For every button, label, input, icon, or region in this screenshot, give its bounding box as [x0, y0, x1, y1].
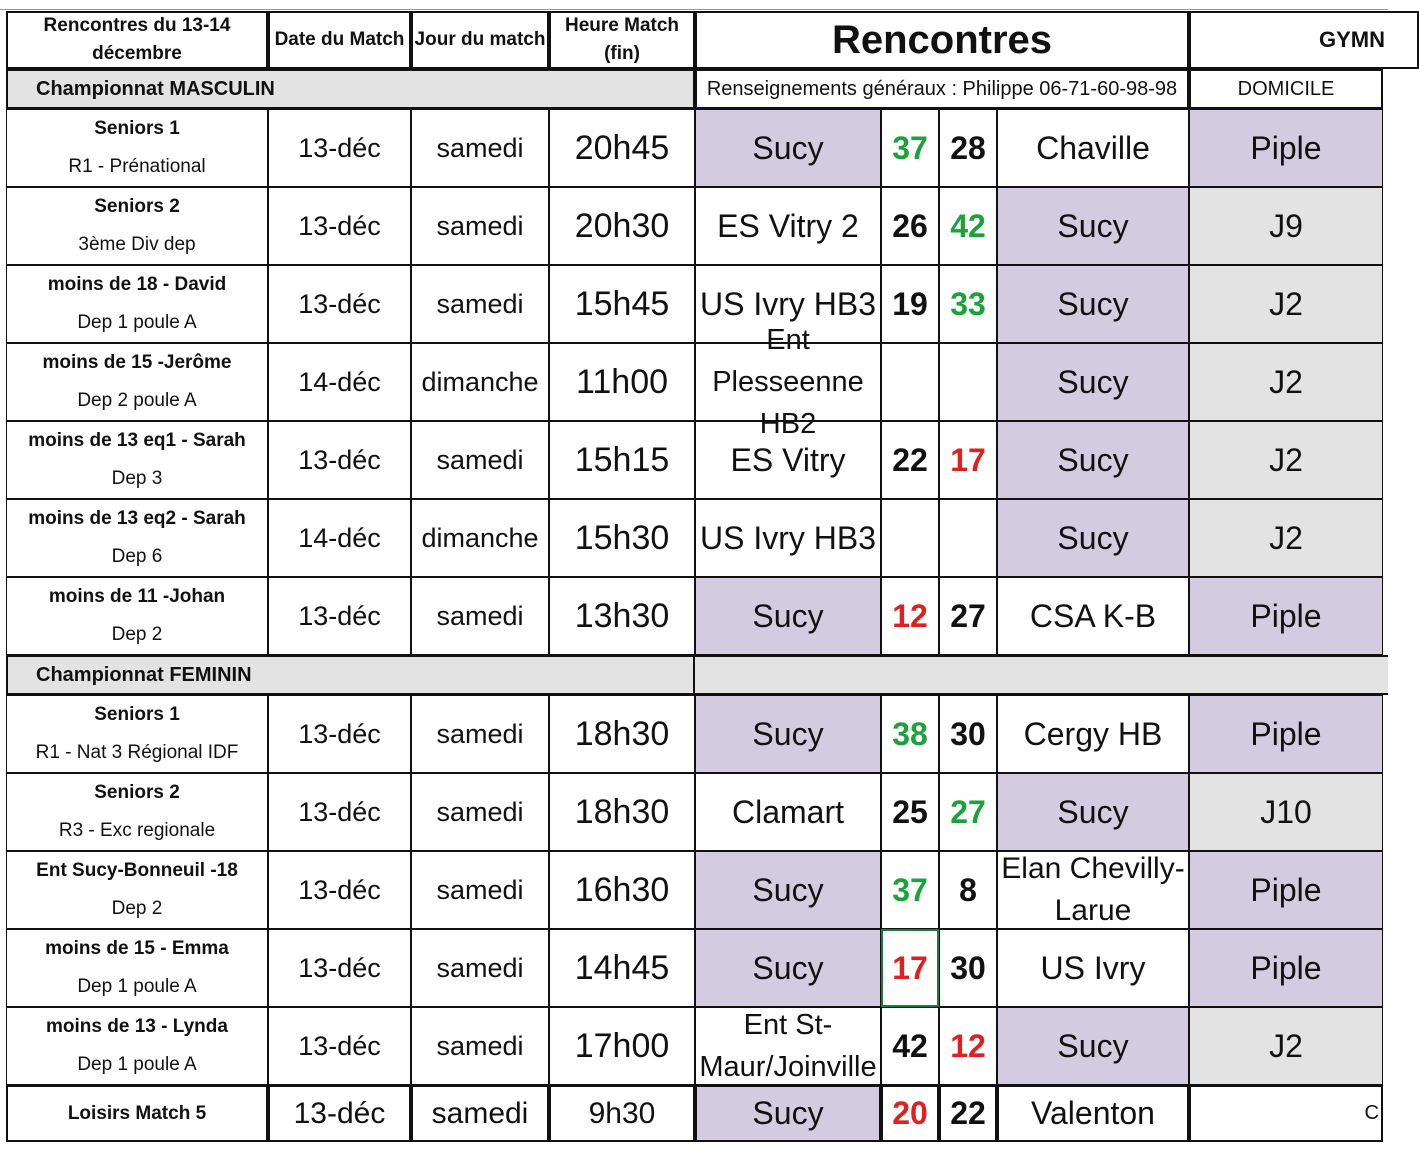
home-team-cell-text: Ent Plesseenne HB2: [712, 324, 864, 440]
date-cell[interactable]: [268, 929, 411, 1007]
home-team-cell-text: Sucy: [752, 950, 824, 986]
date-cell[interactable]: [268, 577, 411, 655]
away-team-cell[interactable]: [997, 773, 1189, 851]
loisirs-away-score-cell-text: 22: [950, 1095, 986, 1131]
home-score-cell[interactable]: [881, 343, 939, 421]
date-cell[interactable]: [268, 343, 411, 421]
home-score-cell-text: 19: [892, 285, 928, 322]
date-cell-text: 14-déc: [298, 522, 381, 553]
loisirs-home-score-cell[interactable]: [881, 1085, 939, 1142]
time-cell-text: 14h45: [574, 948, 670, 987]
home-score-cell-text: 42: [892, 1027, 928, 1064]
gym-cell-text: J10: [1260, 793, 1312, 830]
category-title: Seniors 2: [94, 782, 180, 803]
home-team-cell[interactable]: [695, 324, 881, 440]
day-cell-text: samedi: [436, 952, 524, 983]
header-jour-label: Jour du match: [414, 29, 546, 50]
away-score-cell[interactable]: [939, 1007, 997, 1085]
away-score-cell[interactable]: [939, 343, 997, 421]
away-team-cell[interactable]: [997, 421, 1189, 499]
away-score-cell[interactable]: [939, 929, 997, 1007]
category-title: Seniors 2: [94, 196, 180, 217]
date-cell[interactable]: [268, 265, 411, 343]
gym-cell-text: J2: [1269, 441, 1303, 478]
gym-cell-text: J2: [1269, 285, 1303, 322]
home-score-cell[interactable]: [881, 695, 939, 773]
category-division: Dep 1 poule A: [77, 1054, 197, 1075]
loisirs-time-cell-text: 9h30: [588, 1096, 656, 1130]
time-cell[interactable]: [549, 929, 695, 1007]
date-cell-text: 14-déc: [298, 366, 381, 397]
category-title: moins de 15 - Emma: [45, 938, 229, 959]
home-team-cell-text: ES Vitry 2: [717, 208, 859, 244]
loisirs-day-cell[interactable]: [411, 1085, 549, 1142]
away-score-cell-text: 27: [950, 597, 986, 634]
date-cell[interactable]: [268, 695, 411, 773]
time-cell-text: 20h45: [574, 128, 670, 167]
away-team-cell-text: Chaville: [1036, 130, 1150, 166]
header-heure: [549, 11, 695, 69]
date-cell-text: 13-déc: [298, 1030, 381, 1061]
home-score-cell[interactable]: [881, 929, 939, 1007]
gym-cell[interactable]: [1189, 109, 1383, 187]
date-cell-text: 13-déc: [298, 132, 381, 163]
category-cell[interactable]: [6, 1007, 268, 1085]
away-team-cell-text: Elan Chevilly-Larue: [1001, 852, 1185, 927]
category-cell[interactable]: [6, 577, 268, 655]
day-cell[interactable]: [411, 265, 549, 343]
home-team-cell[interactable]: [695, 1007, 881, 1085]
away-score-cell[interactable]: [939, 109, 997, 187]
loisirs-category-cell[interactable]: [6, 1085, 268, 1142]
day-cell[interactable]: [411, 343, 549, 421]
time-cell-text: 15h15: [574, 440, 670, 479]
away-team-cell-text: Sucy: [1057, 1028, 1129, 1064]
header-gym: [1189, 11, 1419, 69]
date-cell[interactable]: [268, 421, 411, 499]
gym-cell[interactable]: [1189, 929, 1383, 1007]
date-cell[interactable]: [268, 499, 411, 577]
away-team-cell[interactable]: [997, 109, 1189, 187]
away-score-cell-text: 27: [950, 793, 986, 830]
top-gridline: [0, 0, 1388, 10]
category-cell[interactable]: [6, 343, 268, 421]
category-cell[interactable]: [6, 109, 268, 187]
info-contact-text: Renseignements généraux : Philippe 06-71-60-98-98: [706, 77, 1178, 100]
time-cell-text: 15h30: [574, 518, 670, 557]
time-cell[interactable]: [549, 695, 695, 773]
gym-cell[interactable]: [1189, 187, 1383, 265]
day-cell[interactable]: [411, 1007, 549, 1085]
day-cell[interactable]: [411, 109, 549, 187]
away-team-cell-text: Sucy: [1057, 364, 1129, 400]
home-team-cell-text: Clamart: [731, 794, 844, 830]
away-score-cell-text: 12: [950, 1027, 986, 1064]
category-division: R3 - Exc regionale: [58, 820, 216, 841]
category-division: Dep 2: [111, 898, 163, 919]
away-team-cell[interactable]: [997, 265, 1189, 343]
loisirs-category-cell-text: Loisirs Match 5: [67, 1102, 207, 1124]
home-score-cell[interactable]: [881, 499, 939, 577]
date-cell[interactable]: [268, 109, 411, 187]
home-team-cell[interactable]: [695, 851, 881, 929]
gym-cell[interactable]: [1189, 499, 1383, 577]
header-gym-label: GYMN: [1319, 27, 1385, 52]
away-score-cell-text: 28: [950, 129, 986, 166]
loisirs-date-cell[interactable]: [268, 1085, 411, 1142]
category-title: moins de 18 - David: [47, 274, 227, 295]
home-team-cell[interactable]: [695, 187, 881, 265]
day-cell-text: samedi: [436, 132, 524, 163]
date-cell-text: 13-déc: [298, 796, 381, 827]
home-score-cell-text: 37: [892, 129, 928, 166]
section-masculin: [6, 69, 695, 109]
home-team-cell-text: Sucy: [752, 716, 824, 752]
home-score-cell-text: 26: [892, 207, 928, 244]
home-score-cell[interactable]: [881, 577, 939, 655]
away-team-cell-text: Sucy: [1057, 286, 1129, 322]
home-score-cell-text: 37: [892, 871, 928, 908]
day-cell-text: samedi: [436, 718, 524, 749]
date-cell[interactable]: [268, 187, 411, 265]
home-score-cell[interactable]: [881, 1007, 939, 1085]
away-score-cell[interactable]: [939, 421, 997, 499]
gym-cell[interactable]: [1189, 343, 1383, 421]
category-division: Dep 1 poule A: [77, 976, 197, 997]
day-cell[interactable]: [411, 929, 549, 1007]
time-cell[interactable]: [549, 109, 695, 187]
away-team-cell[interactable]: [997, 577, 1189, 655]
category-title: Ent Sucy-Bonneuil -18: [36, 860, 238, 881]
day-cell-text: dimanche: [421, 522, 539, 553]
home-team-cell[interactable]: [695, 773, 881, 851]
day-cell-text: dimanche: [421, 366, 539, 397]
category-division: 3ème Div dep: [78, 234, 196, 255]
category-cell[interactable]: [6, 187, 268, 265]
section-masculin-label: Championnat MASCULIN: [36, 77, 275, 100]
home-score-cell[interactable]: [881, 773, 939, 851]
header-heure-label: Heure Match (fin): [564, 15, 680, 64]
home-team-cell[interactable]: [695, 499, 881, 577]
away-team-cell[interactable]: [997, 695, 1189, 773]
category-cell[interactable]: [6, 421, 268, 499]
day-cell[interactable]: [411, 851, 549, 929]
gym-cell-text: Piple: [1250, 949, 1322, 986]
category-cell[interactable]: [6, 851, 268, 929]
info-contact: [695, 69, 1189, 109]
category-division: Dep 2: [111, 624, 163, 645]
away-team-cell-text: Cergy HB: [1023, 716, 1163, 752]
home-team-cell-text: ES Vitry: [730, 442, 846, 478]
category-division: Dep 6: [111, 546, 163, 567]
away-team-cell-text: CSA K-B: [1029, 598, 1157, 634]
day-cell-text: samedi: [436, 874, 524, 905]
loisirs-home-team-cell[interactable]: [695, 1085, 881, 1142]
gym-cell[interactable]: [1189, 577, 1383, 655]
time-cell[interactable]: [549, 265, 695, 343]
away-score-cell[interactable]: [939, 265, 997, 343]
date-cell-text: 13-déc: [298, 288, 381, 319]
day-cell-text: samedi: [436, 796, 524, 827]
gym-cell-text: Piple: [1250, 597, 1322, 634]
gym-cell[interactable]: [1189, 265, 1383, 343]
time-cell-text: 18h30: [574, 714, 670, 753]
gym-cell[interactable]: [1189, 421, 1383, 499]
category-title: moins de 13 eq2 - Sarah: [28, 508, 246, 529]
away-team-cell[interactable]: [997, 851, 1189, 929]
time-cell[interactable]: [549, 773, 695, 851]
home-score-cell[interactable]: [881, 421, 939, 499]
header-rencontres-du-label: Rencontres du 13-14 décembre: [43, 15, 231, 64]
time-cell-text: 15h45: [574, 284, 670, 323]
home-team-cell[interactable]: [695, 421, 881, 499]
home-team-cell-text: Sucy: [752, 598, 824, 634]
category-cell[interactable]: [6, 929, 268, 1007]
date-cell-text: 13-déc: [298, 444, 381, 475]
gym-cell[interactable]: [1189, 851, 1383, 929]
gym-cell-text: Piple: [1250, 129, 1322, 166]
day-cell[interactable]: [411, 187, 549, 265]
day-cell[interactable]: [411, 421, 549, 499]
header-jour: [411, 11, 549, 69]
home-score-cell[interactable]: [881, 187, 939, 265]
time-cell[interactable]: [549, 1007, 695, 1085]
loisirs-away-team-cell[interactable]: [997, 1085, 1189, 1142]
category-title: Seniors 1: [94, 704, 180, 725]
away-score-cell-text: 33: [950, 285, 986, 322]
category-title: moins de 11 -Johan: [48, 586, 226, 607]
time-cell[interactable]: [549, 577, 695, 655]
home-score-cell-text: 17: [892, 949, 928, 986]
away-score-cell[interactable]: [939, 695, 997, 773]
category-title: moins de 15 -Jerôme: [42, 352, 232, 373]
time-cell-text: 11h00: [575, 362, 669, 401]
home-team-cell[interactable]: [695, 695, 881, 773]
day-cell[interactable]: [411, 499, 549, 577]
time-cell[interactable]: [549, 499, 695, 577]
away-team-cell[interactable]: [997, 499, 1189, 577]
home-team-cell[interactable]: [695, 577, 881, 655]
away-score-cell-text: 8: [959, 871, 977, 908]
category-title: Seniors 1: [94, 118, 180, 139]
header-domicile-label: DOMICILE: [1237, 77, 1335, 100]
time-cell[interactable]: [549, 343, 695, 421]
page-title: [695, 11, 1189, 69]
away-score-cell-text: 30: [950, 949, 986, 986]
home-team-cell-text: US Ivry HB3: [699, 520, 877, 556]
header-date-label: Date du Match: [274, 29, 405, 50]
date-cell-text: 13-déc: [298, 952, 381, 983]
loisirs-away-team-cell-text: Valenton: [1031, 1095, 1155, 1131]
gym-cell[interactable]: [1189, 695, 1383, 773]
day-cell-text: samedi: [436, 600, 524, 631]
home-score-cell[interactable]: [881, 851, 939, 929]
gym-cell[interactable]: [1189, 773, 1383, 851]
home-score-cell-text: 12: [892, 597, 928, 634]
gym-cell-text: Piple: [1250, 871, 1322, 908]
day-cell[interactable]: [411, 695, 549, 773]
time-cell[interactable]: [549, 187, 695, 265]
date-cell-text: 13-déc: [298, 874, 381, 905]
away-score-cell[interactable]: [939, 187, 997, 265]
day-cell-text: samedi: [436, 444, 524, 475]
away-team-cell-text: US Ivry: [1040, 950, 1146, 986]
header-domicile: [1189, 69, 1383, 109]
away-score-cell[interactable]: [939, 577, 997, 655]
away-score-cell[interactable]: [939, 499, 997, 577]
loisirs-date-cell-text: 13-déc: [293, 1096, 386, 1130]
gym-cell-text: J2: [1269, 519, 1303, 556]
away-team-cell[interactable]: [997, 1007, 1189, 1085]
header-rencontres-du: [6, 11, 268, 69]
gym-cell-text: Piple: [1250, 715, 1322, 752]
category-cell[interactable]: [6, 773, 268, 851]
day-cell[interactable]: [411, 773, 549, 851]
category-division: Dep 1 poule A: [77, 312, 197, 333]
section-feminin: [6, 655, 695, 695]
away-team-cell-text: Sucy: [1057, 442, 1129, 478]
away-score-cell-text: 42: [950, 207, 986, 244]
time-cell-text: 17h00: [574, 1026, 670, 1065]
loisirs-time-cell[interactable]: [549, 1085, 695, 1142]
time-cell-text: 18h30: [574, 792, 670, 831]
header-date: [268, 11, 411, 69]
page-title-text: Rencontres: [831, 17, 1053, 62]
loisirs-away-score-cell[interactable]: [939, 1085, 997, 1142]
date-cell-text: 13-déc: [298, 210, 381, 241]
day-cell-text: samedi: [436, 210, 524, 241]
gym-cell-text: J2: [1269, 363, 1303, 400]
time-cell[interactable]: [549, 421, 695, 499]
loisirs-home-score-cell-text: 20: [892, 1095, 928, 1131]
loisirs-home-team-cell-text: Sucy: [752, 1095, 824, 1131]
home-score-cell-text: 22: [892, 441, 928, 478]
away-team-cell-text: Sucy: [1057, 208, 1129, 244]
loisirs-day-cell-text: samedi: [431, 1096, 529, 1130]
category-title: moins de 13 - Lynda: [46, 1016, 228, 1037]
loisirs-gym-cell-text: C: [1364, 1102, 1379, 1124]
section-feminin-fill: [695, 655, 1388, 695]
time-cell-text: 16h30: [574, 870, 670, 909]
category-cell[interactable]: [6, 265, 268, 343]
category-title: moins de 13 eq1 - Sarah: [28, 430, 246, 451]
category-division: Dep 2 poule A: [77, 390, 197, 411]
category-division: R1 - Nat 3 Régional IDF: [35, 742, 239, 763]
day-cell-text: samedi: [436, 288, 524, 319]
away-team-cell[interactable]: [997, 929, 1189, 1007]
home-team-cell-text: Ent St-Maur/Joinville: [699, 1009, 877, 1083]
gym-cell[interactable]: [1189, 1007, 1383, 1085]
category-cell[interactable]: [6, 499, 268, 577]
day-cell-text: samedi: [436, 1030, 524, 1061]
day-cell[interactable]: [411, 577, 549, 655]
away-score-cell[interactable]: [939, 773, 997, 851]
home-team-cell-text: Sucy: [752, 130, 824, 166]
gym-cell-text: J9: [1269, 207, 1303, 244]
time-cell-text: 20h30: [574, 206, 670, 245]
date-cell-text: 13-déc: [298, 718, 381, 749]
home-score-cell[interactable]: [881, 265, 939, 343]
away-score-cell[interactable]: [939, 851, 997, 929]
date-cell-text: 13-déc: [298, 600, 381, 631]
category-division: Dep 3: [111, 468, 163, 489]
home-team-cell-text: Sucy: [752, 872, 824, 908]
category-cell[interactable]: [6, 695, 268, 773]
home-score-cell[interactable]: [881, 109, 939, 187]
away-team-cell-text: Sucy: [1057, 794, 1129, 830]
away-score-cell-text: 17: [950, 441, 986, 478]
section-feminin-label: Championnat FEMININ: [36, 663, 252, 686]
away-team-cell-text: Sucy: [1057, 520, 1129, 556]
date-cell[interactable]: [268, 773, 411, 851]
home-score-cell-text: 25: [892, 793, 928, 830]
category-division: R1 - Prénational: [68, 156, 206, 177]
time-cell[interactable]: [549, 851, 695, 929]
date-cell[interactable]: [268, 1007, 411, 1085]
gym-cell-text: J2: [1269, 1027, 1303, 1064]
home-team-cell[interactable]: [695, 109, 881, 187]
away-team-cell[interactable]: [997, 343, 1189, 421]
time-cell-text: 13h30: [574, 596, 670, 635]
home-team-cell-text: US Ivry HB3: [699, 286, 877, 322]
home-score-cell-text: 38: [892, 715, 928, 752]
home-team-cell[interactable]: [695, 929, 881, 1007]
away-team-cell[interactable]: [997, 187, 1189, 265]
loisirs-gym-cell[interactable]: [1189, 1085, 1383, 1142]
date-cell[interactable]: [268, 851, 411, 929]
away-score-cell-text: 30: [950, 715, 986, 752]
